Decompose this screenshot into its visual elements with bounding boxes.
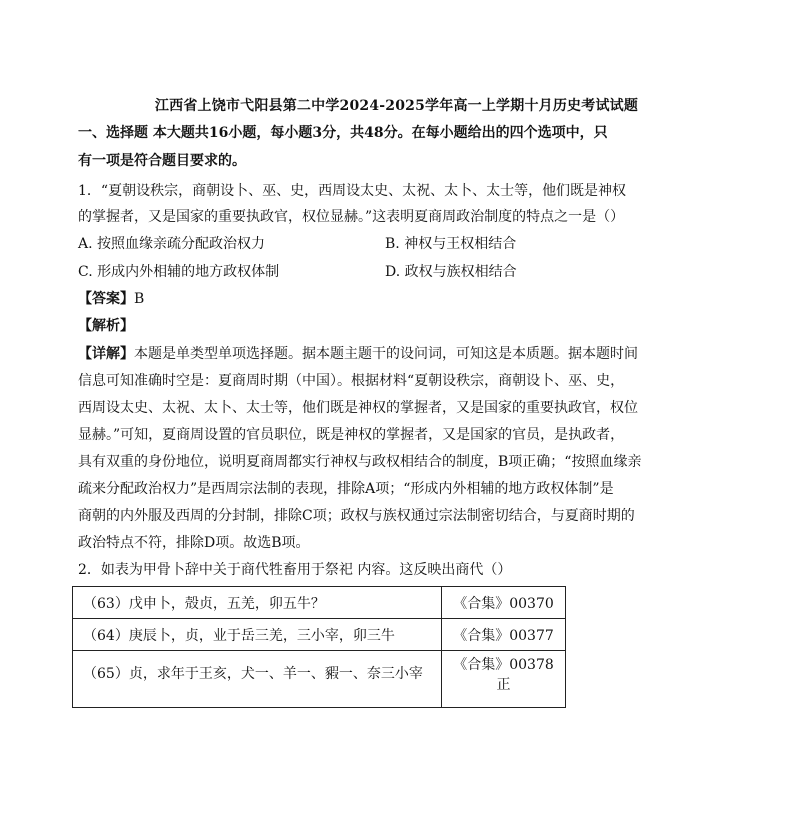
q1-detail-line [78, 343, 738, 363]
analysis-label: 【解析】 [78, 318, 134, 334]
table-row [73, 651, 566, 708]
q1-detail-line: 显赫。”可知，夏商周设置的官员职位，既是神权的掌握者，又是国家的官员，是执政者， [78, 427, 625, 443]
q1-detail-line: 疏来分配政治权力”是西周宗法制的表现，排除A项；“形成内外相辅的地方政权体制”是 [78, 481, 614, 497]
q1-detail-line: 信息可知准确时空是：夏商周时期（中国）。根据材料“夏朝设秩宗，商朝设卜、巫、史， [78, 373, 625, 389]
q1-option-b: B. 神权与王权相结合 [385, 236, 517, 252]
q1-detail-line: 政治特点不符，排除D项。故选B项。 [78, 535, 310, 551]
q1-answer-row [78, 288, 738, 308]
table-row [73, 587, 566, 619]
q1-option-c: C. 形成内外相辅的地方政权体制 [78, 264, 280, 280]
section-header-line2: 有一项是符合题目要求的。 [78, 153, 246, 169]
answer-value: B [134, 291, 145, 307]
detail-text: 本题是单类型单项选择题。据本题主题干的设问词，可知这是本质题。据本题时间 [134, 346, 638, 362]
oracle-bone-table [72, 586, 566, 708]
table-cell-inscription: （64）庚辰卜，贞，业于岳三羌，三小宰，卯三牛 [73, 619, 442, 651]
table-cell-inscription: （63）戊申卜，殻贞，五羌，卯五牛？ [73, 587, 442, 619]
section-header-line1: 一、选择题 本大题共16小题，每小题3分，共48分。在每小题给出的四个选项中，只 [78, 125, 608, 141]
table-row [73, 619, 566, 651]
answer-label: 【答案】 [78, 291, 134, 307]
q1-stem-line1: 1．“夏朝设秩宗，商朝设卜、巫、史，西周设太史、太祝、太卜、太士等，他们既是神权 [78, 183, 627, 199]
detail-label: 【详解】 [78, 346, 134, 362]
table-cell-source: 《合集》00377 [442, 619, 566, 651]
q1-detail-line: 具有双重的身份地位，说明夏商周都实行神权与政权相结合的制度，B项正确；“按照血缘亲 [78, 454, 642, 470]
table-cell-inscription: （65）贞，求年于王亥，犬一、羊一、豭一、奈三小宰 [73, 651, 442, 708]
q1-option-a: A. 按照血缘亲疏分配政治权力 [78, 236, 266, 252]
exam-title: 江西省上饶市弋阳县第二中学2024-2025学年高一上学期十月历史考试试题 [154, 98, 639, 114]
q2-stem: 2．如表为甲骨卜辞中关于商代牲畜用于祭祀 内容。这反映出商代（） [78, 562, 512, 578]
q1-detail-line: 商朝的内外服及西周的分封制，排除C项；政权与族权通过宗法制密切结合，与夏商时期的 [78, 508, 635, 524]
q1-analysis-row [78, 315, 738, 335]
q1-stem-line2: 的掌握者，又是国家的重要执政官，权位显赫。”这表明夏商周政治制度的特点之一是（） [78, 209, 625, 225]
q1-detail-line: 西周设太史、太祝、太卜、太士等，他们既是神权的掌握者，又是国家的重要执政官，权位 [78, 400, 638, 416]
q1-option-d: D. 政权与族权相结合 [385, 264, 517, 280]
table-cell-source: 《合集》00370 [442, 587, 566, 619]
table-cell-source: 《合集》00378 正 [442, 651, 566, 708]
